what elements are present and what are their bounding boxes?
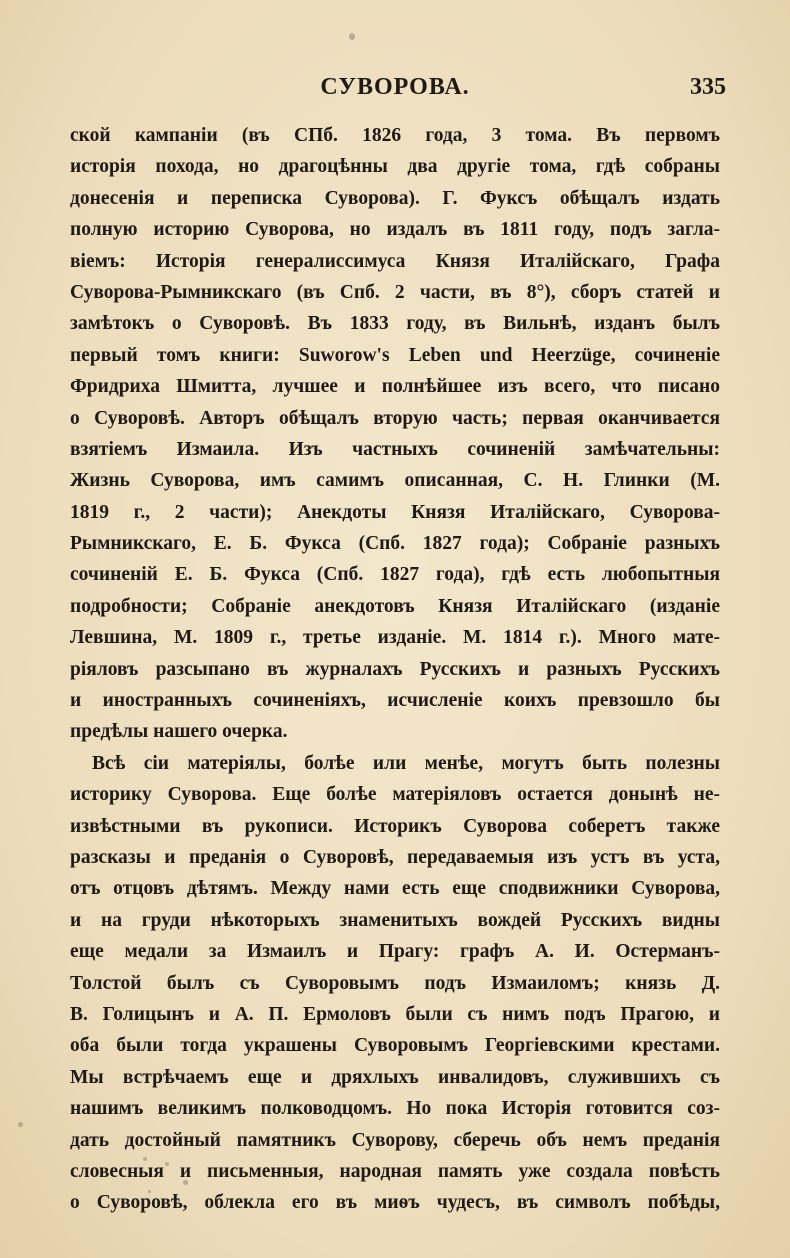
text-line: Толстой былъ съ Суворовымъ подъ Измаиломъ; князь Д. (70, 972, 720, 994)
text-line: взятіемъ Измаила. Изъ частныхъ сочиненій замѣчательны: (70, 438, 720, 460)
page-header (70, 74, 726, 110)
text-line: о Суворовѣ, облекла его въ миѳъ чудесъ, въ символъ побѣды, (70, 1192, 720, 1214)
text-line: ріяловъ разсыпано въ журналахъ Русскихъ и разныхъ Русскихъ (70, 658, 720, 680)
text-line: віемъ: Исторія генералиссимуса Князя Италійскаго, Графа (70, 250, 720, 272)
text-line: и иностранныхъ сочиненіяхъ, исчисленіе коихъ превзошло бы (70, 690, 720, 712)
text-line: о Суворовѣ. Авторъ обѣщалъ вторую часть; первая оканчивается (70, 407, 720, 429)
text-line: 1819 г., 2 части); Анекдоты Князя Италійскаго, Суворова- (70, 501, 720, 523)
text-line: Левшина, М. 1809 г., третье изданіе. М. 1814 г.). Много мате- (70, 627, 720, 649)
text-line: Рымникскаго, Е. Б. Фукса (Спб. 1827 года); Собраніе разныхъ (70, 533, 720, 555)
paper-speck (349, 33, 355, 40)
text-line: первый томъ книги: Suworow's Leben und Heerzüge, сочиненіе (70, 344, 720, 366)
paper-speck (18, 1122, 23, 1127)
text-line: замѣтокъ о Суворовѣ. Въ 1833 году, въ Вильнѣ, изданъ былъ (70, 313, 720, 335)
text-line: исторія похода, но драгоцѣнны два другіе тома, гдѣ собраны (70, 156, 720, 178)
paragraph (70, 748, 720, 1219)
text-line: дать достойный памятникъ Суворову, сберечь объ немъ преданія (70, 1129, 720, 1151)
text-line: отъ отцовъ дѣтямъ. Между нами есть еще сподвижники Суворова, (70, 878, 720, 900)
running-title: СУВОРОВА. (320, 74, 470, 100)
text-line: еще медали за Измаилъ и Прагу: графъ А. И. Остерманъ- (70, 941, 720, 963)
text-line: извѣстными въ рукописи. Историкъ Суворова соберетъ также (70, 815, 720, 837)
text-line: Жизнь Суворова, имъ самимъ описанная, С. Н. Глинки (М. (70, 470, 720, 492)
text-line: оба были тогда украшены Суворовымъ Георгіевскими крестами. (70, 1035, 720, 1057)
text-line: сочиненій Е. Б. Фукса (Спб. 1827 года), гдѣ есть любопытныя (70, 564, 720, 586)
text-line: историку Суворова. Еще болѣе матеріяловъ остается донынѣ не- (70, 784, 720, 806)
text-line: Всѣ сіи матеріялы, болѣе или менѣе, могутъ быть полезны (92, 752, 720, 774)
text-line: Фридриха Шмитта, лучшее и полнѣйшее изъ всего, что писано (70, 376, 720, 398)
text-line: В. Голицынъ и А. П. Ермоловъ были съ нимъ подъ Прагою, и (70, 1003, 720, 1025)
text-line: Мы встрѣчаемъ еще и дряхлыхъ инвалидовъ, служившихъ съ (70, 1066, 720, 1088)
page-number: 335 (690, 74, 726, 100)
text-line: нашимъ великимъ полководцомъ. Но пока Исторія готовится соз- (70, 1098, 720, 1120)
text-line: Суворова-Рымникскаго (въ Спб. 2 части, въ 8°), сборъ статей и (70, 281, 720, 303)
text-line: подробности; Собраніе анекдотовъ Князя Италійскаго (изданіе (70, 595, 720, 617)
paragraph (70, 120, 720, 748)
text-line: словесныя и письменныя, народная память уже создала повѣсть (70, 1160, 720, 1182)
body-text (70, 120, 720, 1219)
text-line: предѣлы нашего очерка. (70, 721, 288, 743)
text-line: разсказы и преданія о Суворовѣ, передаваемыя изъ устъ въ уста, (70, 846, 720, 868)
text-line: ской кампаніи (въ СПб. 1826 года, 3 тома. Въ первомъ (70, 125, 720, 146)
text-line: донесенія и переписка Суворова). Г. Фуксъ обѣщалъ издать (70, 187, 720, 209)
text-line: полную историю Суворова, но издалъ въ 1811 году, подъ загла- (70, 219, 720, 241)
text-line: и на груди нѣкоторыхъ знаменитыхъ вождей Русскихъ видны (70, 909, 720, 931)
